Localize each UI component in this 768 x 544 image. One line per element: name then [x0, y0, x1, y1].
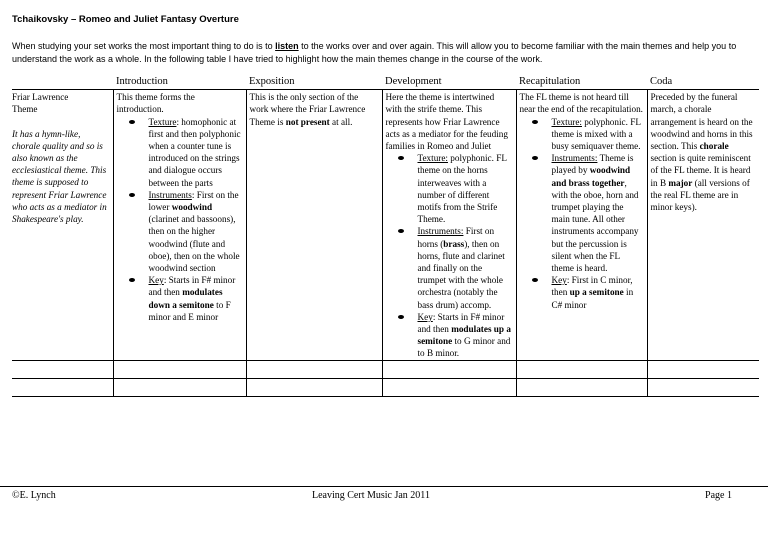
exposition-text-b: not present — [285, 116, 330, 127]
themes-table — [12, 75, 759, 397]
footer-author: ©E. Lynch — [12, 490, 56, 501]
exposition-text-a: This is the only section of the work where the Friar Lawrence Theme is — [249, 92, 366, 127]
texture-text: polyphonic. FL theme is mixed with a busy semiquaver theme. — [551, 116, 641, 152]
row-label-cell — [12, 90, 113, 360]
empty-cell — [647, 360, 759, 378]
development-summary: Here the theme is intertwined with the strife theme. This represents how Friar Lawrence acts as a mediator for the feuding families in Romeo and Juliet — [385, 92, 508, 152]
row-label-name-2: Theme — [12, 104, 38, 115]
recapitulation-cell — [516, 90, 647, 360]
key-label: Key — [148, 275, 164, 286]
instruments-text-a: First on horns ( — [417, 226, 495, 249]
recapitulation-instruments-item — [552, 152, 644, 274]
empty-cell — [246, 360, 382, 378]
instruments-label: Instruments — [148, 189, 192, 200]
texture-label: Texture: — [551, 116, 582, 127]
empty-cell — [246, 378, 382, 396]
key-text-c: in C# minor — [551, 287, 634, 310]
header-introduction: Introduction — [113, 75, 246, 90]
header-exposition: Exposition — [246, 75, 382, 90]
texture-label: Texture — [148, 116, 177, 127]
intro-paragraph — [12, 40, 757, 66]
empty-cell — [113, 378, 246, 396]
instruments-text-c: , with the oboe, horn and trumpet playing the main tune. All other instruments accompany but the percussion is silent when the FL theme is heard. — [551, 177, 639, 274]
instruments-text-b: woodwind and brass together — [551, 165, 631, 188]
empty-cell — [382, 360, 516, 378]
introduction-cell — [113, 90, 246, 360]
instruments-text-c: (clarinet and bassoons), then on the higher woodwind (flute and oboe), then on the whole woodwind section — [148, 214, 240, 274]
empty-cell — [113, 360, 246, 378]
empty-cell — [516, 360, 647, 378]
coda-text-d: major — [668, 177, 693, 188]
instruments-text-c: ), then on horns, flute and clarinet and finally on the trumpet with the whole orchestra (notably the bass drum) accomp. — [417, 238, 505, 310]
empty-cell — [516, 378, 647, 396]
exposition-text-c: at all. — [329, 116, 353, 127]
row-label-description: It has a hymn-like, chorale quality and so is also known as the ecclesiastical theme. This theme is supposed to represent Friar Lawrence who acts as a mediator in Shakespeare's play. — [12, 128, 107, 225]
instruments-label: Instruments: — [417, 226, 464, 237]
instruments-text-b: brass — [443, 238, 465, 249]
recapitulation-summary: The FL theme is not heard till near the end of the recapitulation. — [519, 92, 643, 115]
key-text-b: modulates up a semitone — [417, 324, 511, 347]
key-text-c: to F minor and E minor — [148, 299, 231, 322]
table-header-row — [12, 75, 759, 90]
key-text-a: : Starts in F# minor and then — [417, 311, 505, 335]
intro-emphasis-listen: listen — [275, 41, 299, 51]
intro-text-1: When studying your set works the most important thing to do is to — [12, 41, 276, 51]
introduction-texture-item — [149, 116, 243, 189]
key-text-b: up a semitone — [569, 287, 624, 298]
recapitulation-key-item — [552, 274, 644, 311]
introduction-summary: This theme forms the introduction. — [116, 92, 195, 115]
footer-page-number: Page 1 — [705, 490, 732, 501]
coda-text-c: section is quite reminiscent of the FL theme. It is heard in B — [650, 153, 751, 188]
empty-cell — [647, 378, 759, 396]
header-empty — [12, 75, 113, 90]
page-footer — [0, 486, 768, 503]
empty-row-1 — [12, 360, 759, 378]
header-development: Development — [382, 75, 516, 90]
empty-cell — [12, 378, 113, 396]
document-title: Tchaikovsky – Romeo and Juliet Fantasy Overture — [12, 14, 239, 25]
texture-text: polyphonic. FL theme on the horns interweaves with a number of different motifs from the Strife Theme. — [417, 153, 507, 225]
key-text-a: : First in C minor, then — [551, 275, 633, 298]
coda-text-b: chorale — [699, 141, 729, 152]
header-coda: Coda — [647, 75, 759, 90]
empty-cell — [382, 378, 516, 396]
key-label: Key — [417, 311, 433, 322]
development-key-item — [418, 311, 513, 360]
instruments-text-b: woodwind — [171, 202, 213, 213]
intro-text-2: to the works over and over again. This will allow you to become familiar with the main themes and help you to understand the work as a whole. In the following table I have tried to highlight how the main themes change in the course of the work. — [12, 41, 737, 64]
coda-cell — [647, 90, 759, 360]
row-label-name-1: Friar Lawrence — [12, 92, 69, 103]
key-text-b: modulates down a semitone — [148, 287, 223, 310]
development-bullets — [386, 152, 513, 359]
development-instruments-item — [418, 225, 513, 310]
instruments-label: Instruments: — [551, 153, 598, 164]
header-recapitulation: Recapitulation — [516, 75, 647, 90]
empty-row-2 — [12, 378, 759, 396]
development-cell — [382, 90, 516, 360]
coda-text-a: Preceded by the funeral march, a chorale arrangement is heard on the woodwind and horns in this section. This — [650, 92, 753, 152]
instruments-text-a: Theme is played by — [551, 153, 634, 176]
key-label: Key — [551, 275, 567, 286]
key-text-a: : Starts in F# minor and then — [148, 275, 236, 298]
key-text-c: to G minor and to B minor. — [417, 336, 511, 359]
recapitulation-bullets — [520, 116, 644, 311]
recapitulation-texture-item — [552, 116, 644, 153]
empty-cell — [12, 360, 113, 378]
texture-label: Texture: — [417, 153, 448, 164]
footer-course: Leaving Cert Music Jan 2011 — [312, 490, 430, 501]
introduction-key-item — [149, 274, 243, 323]
introduction-instruments-item — [149, 189, 243, 274]
development-texture-item — [418, 152, 513, 225]
friar-lawrence-row — [12, 90, 759, 360]
texture-text: : homophonic at first and then polyphonic when a counter tune is introduced on the strings and dialogue occurs between the parts — [148, 116, 241, 188]
introduction-bullets — [117, 116, 243, 323]
instruments-text-a: : First on the lower — [148, 189, 239, 213]
exposition-cell — [246, 90, 382, 360]
coda-text-e: (all versions of the real FL theme are in minor keys). — [650, 177, 750, 213]
